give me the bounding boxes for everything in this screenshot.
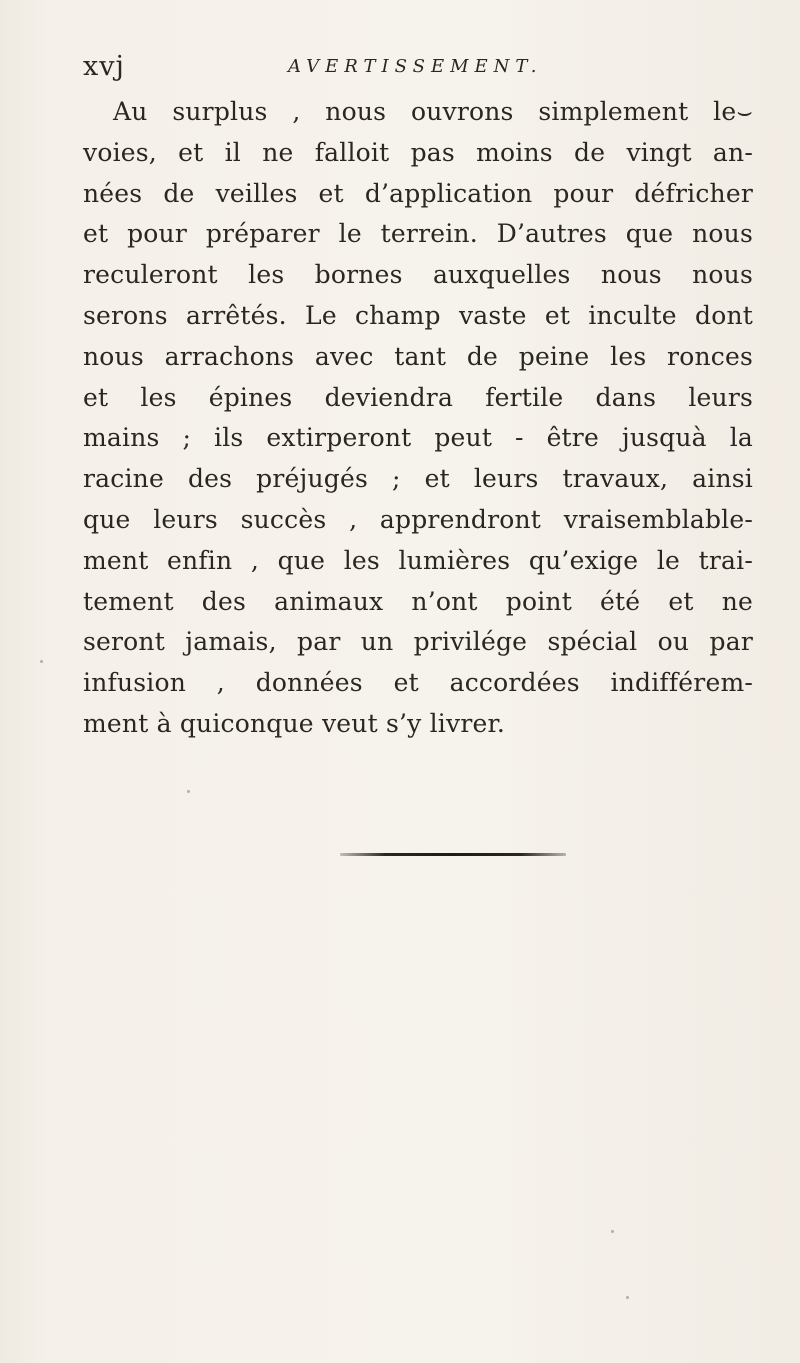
paper-speck xyxy=(187,790,190,793)
text-line: ment enfin , que les lumières qu’exige le trai- xyxy=(83,545,753,575)
text-line: nées de veilles et d’application pour défricher xyxy=(83,178,753,208)
page-header xyxy=(83,52,713,82)
text-line: voies, et il ne falloit pas moins de vingt an- xyxy=(83,137,753,167)
text-line: et les épines deviendra fertile dans leurs xyxy=(83,382,753,412)
text-line: mains ; ils extirperont peut - être jusquà la xyxy=(83,423,753,453)
end-ornament-rule xyxy=(340,853,566,856)
text-line: serons arrêtés. Le champ vaste et inculte dont xyxy=(83,300,753,330)
text-line-last: ment à quiconque veut s’y livrer. xyxy=(83,708,506,738)
text-line: infusion , données et accordées indifférem- xyxy=(83,668,753,698)
text-line: et pour préparer le terrein. D’autres que nous xyxy=(83,219,753,249)
text-line: Au surplus , nous ouvrons simplement le⌣ xyxy=(113,97,753,126)
page-number: xvj xyxy=(83,51,125,82)
text-line: tement des animaux n’ont point été et ne xyxy=(83,586,753,616)
text-line: racine des préjugés ; et leurs travaux, ainsi xyxy=(83,464,753,494)
text-line: que leurs succès , apprendront vraisemblable- xyxy=(83,504,753,534)
paper-speck xyxy=(626,1296,629,1299)
paper-speck xyxy=(611,1230,614,1233)
text-line: seront jamais, par un privilége spécial ou par xyxy=(83,627,753,657)
text-line: reculeront les bornes auxquelles nous nous xyxy=(83,260,753,290)
body-paragraph xyxy=(83,92,753,745)
text-line: nous arrachons avec tant de peine les ronces xyxy=(83,341,753,371)
running-head: AVERTISSEMENT. xyxy=(288,56,543,77)
paper-speck xyxy=(40,660,43,663)
